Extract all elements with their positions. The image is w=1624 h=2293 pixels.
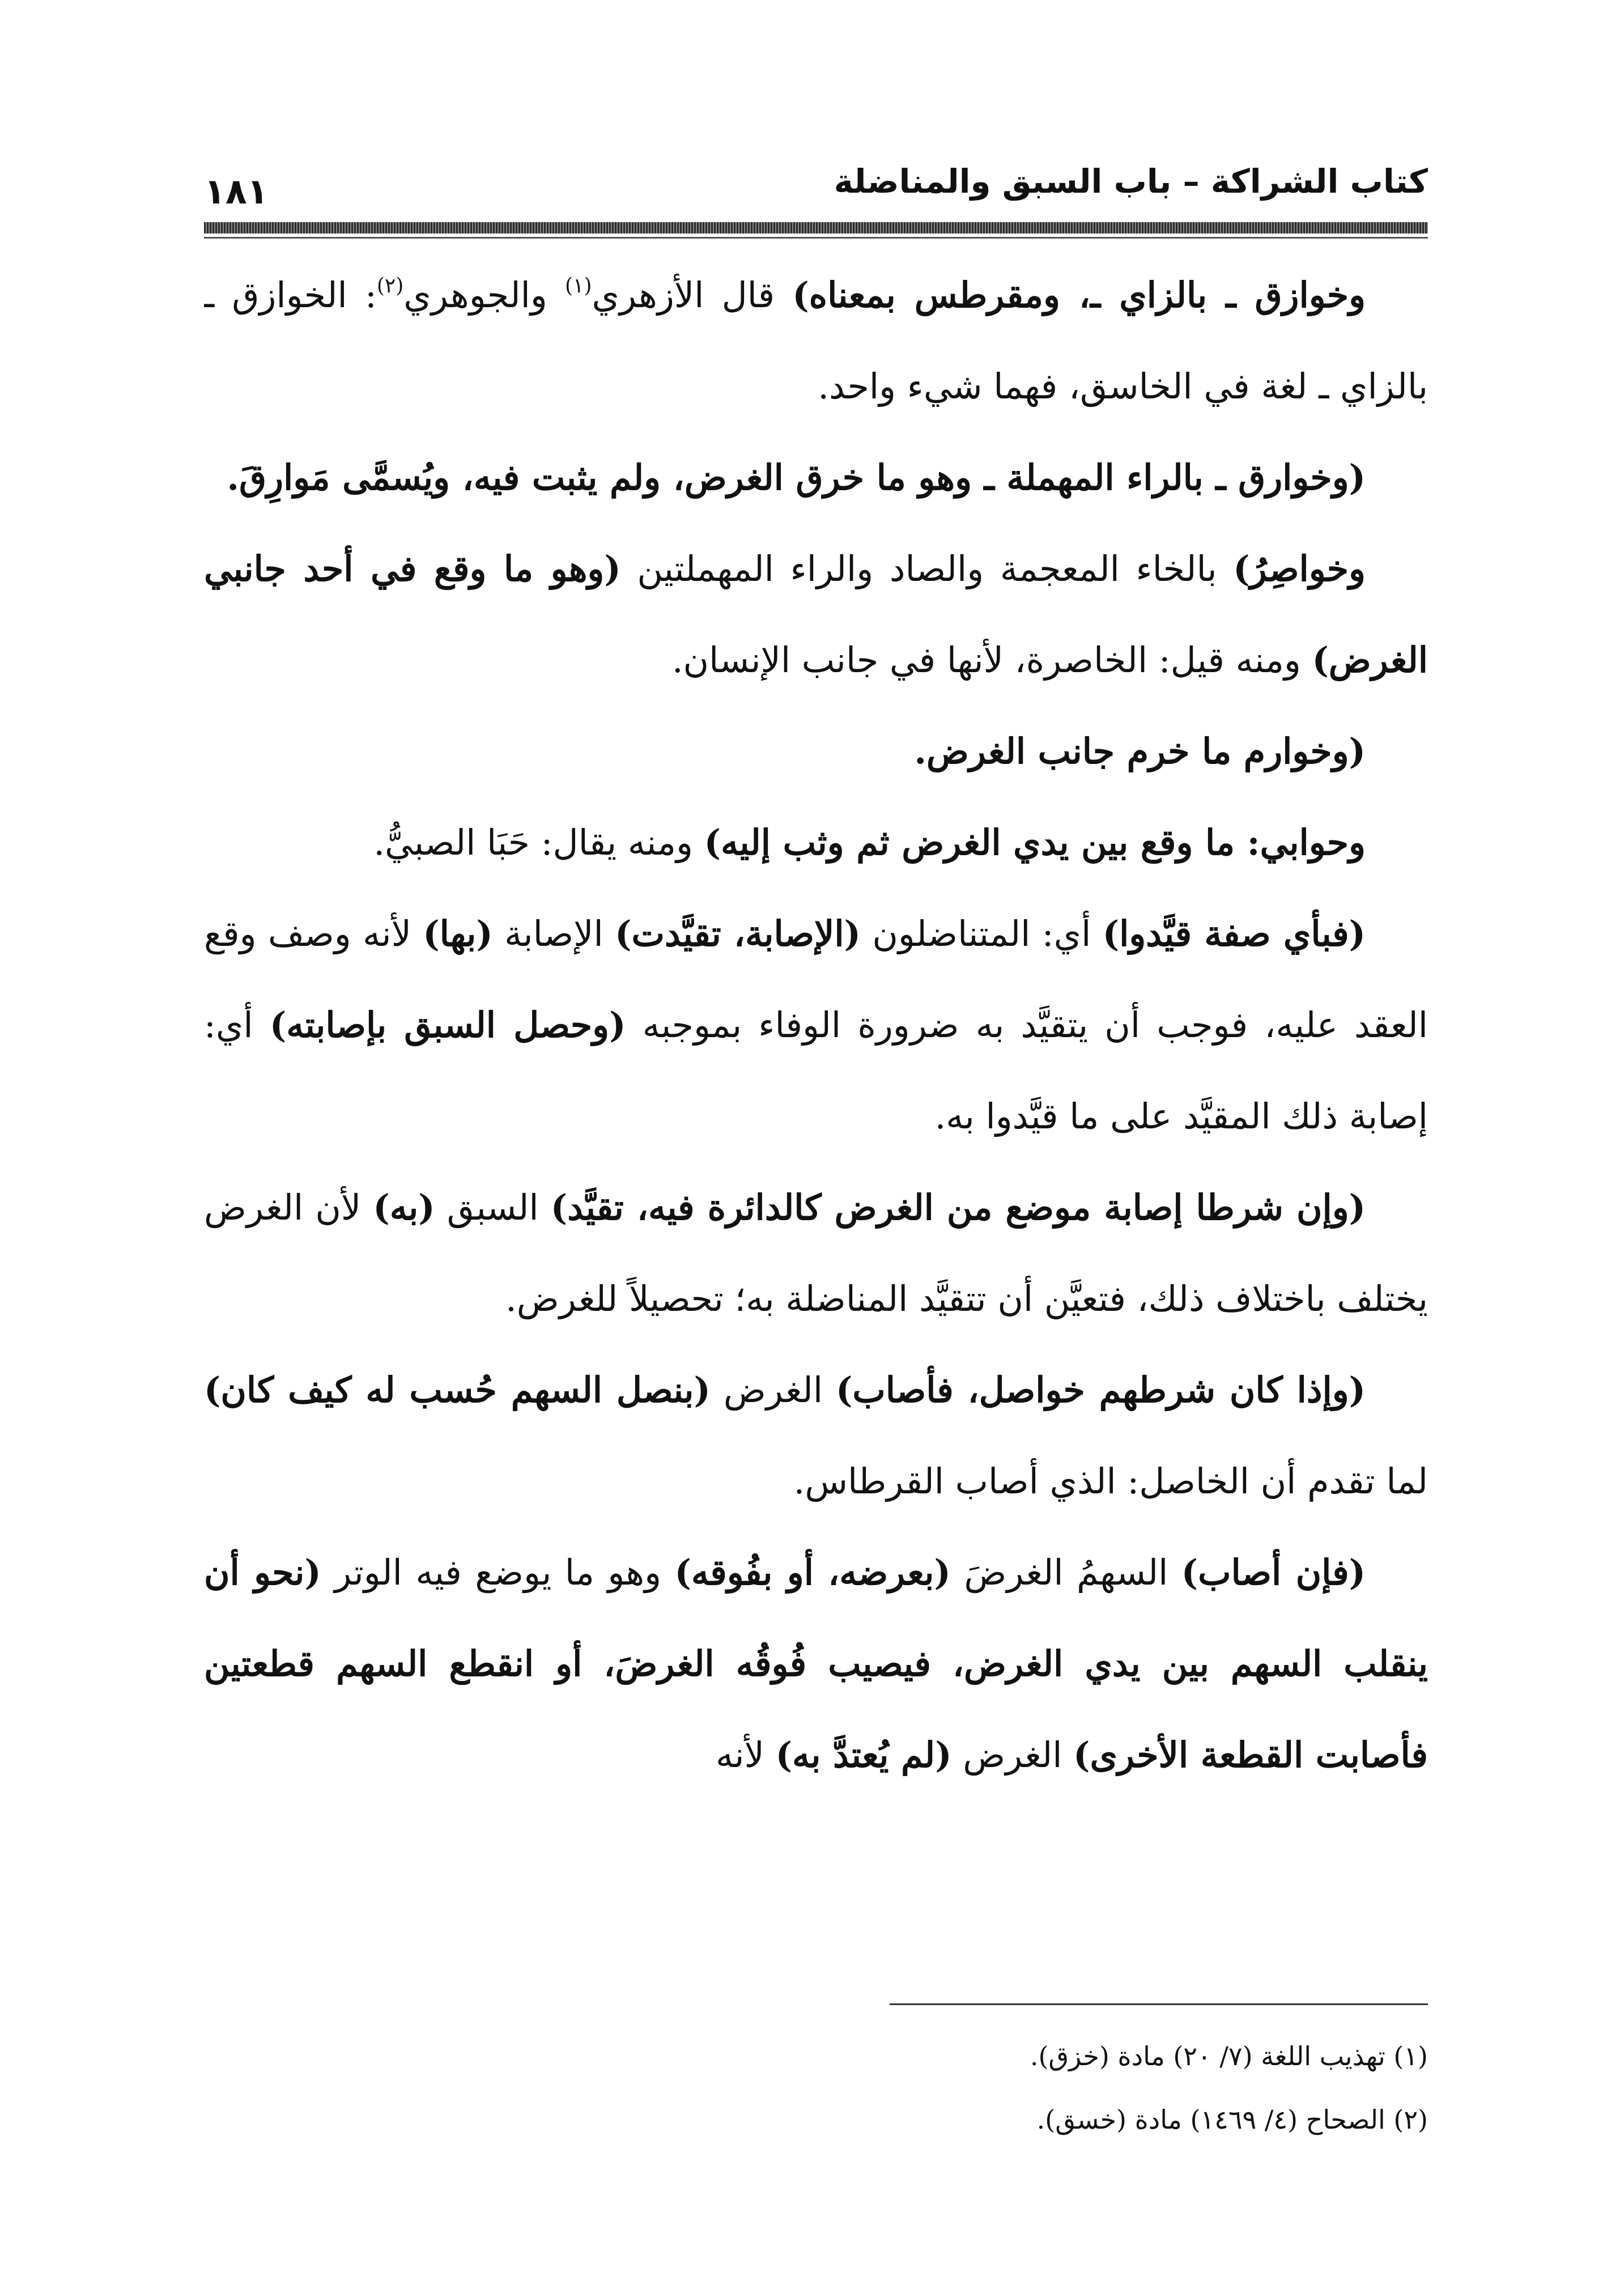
text-run: ومنه يقال: حَبَا الصبيُّ. <box>373 822 704 863</box>
bold-text-run: (فبأي صفة قيَّدوا) <box>1102 913 1366 954</box>
text-run: لأن الغرض يختلف باختلاف ذلك، فتعيَّن أن تتقيَّد المناضلة به؛ تحصيلاً للغرض. <box>204 1187 1428 1319</box>
bold-text-run: (وحصل السبق بإصابته) <box>269 1004 626 1046</box>
running-header <box>204 153 1428 215</box>
text-run: بالخاء المعجمة والصاد والراء المهملتين <box>620 548 1234 589</box>
paragraph <box>204 432 1428 523</box>
footnote-reference: (٢) <box>376 274 404 298</box>
text-run: الغرض <box>710 1369 836 1411</box>
bold-text-run: (بعرضه، أو بفُوقه) <box>674 1552 951 1593</box>
paragraph <box>204 1344 1428 1527</box>
footnote-reference: (١) <box>565 274 592 298</box>
bold-text-run: وخوازق ـ بالزاي ـ، ومقرطس بمعناه) <box>792 274 1366 316</box>
text-run: لما تقدم أن الخاصل: الذي أصاب القرطاس. <box>793 1460 1428 1502</box>
paragraph <box>204 1162 1428 1344</box>
paragraph <box>204 249 1428 432</box>
bold-text-run: (فإن أصاب) <box>1181 1552 1366 1593</box>
bold-text-run: (وخوارق ـ بالراء المهملة ـ وهو ما خرق الغرض، ولم يثبت فيه، ويُسمَّى مَوارِقَ. <box>227 457 1366 498</box>
text-run: ومنه قيل: الخاصرة، لأنها في جانب الإنسان. <box>671 639 1312 681</box>
bold-text-run: (نحو أن ينقلب السهم بين يدي الغرض، فيصيب فُوقُه الغرضَ، أو انقطع السهم قطعتين فأصابت القطعة الأخرى) <box>204 1552 1428 1776</box>
paragraph <box>204 523 1428 706</box>
text-run: السبق <box>435 1187 551 1228</box>
bold-text-run: (الإصابة، تقيَّدت) <box>615 913 861 954</box>
header-ornamental-rule <box>204 222 1428 233</box>
bold-text-run: وخواصِرُ) <box>1233 548 1366 589</box>
bold-text-run: وحوابي: ما وقع بين يدي الغرض ثم وثب إليه) <box>704 822 1366 863</box>
text-run: الغرض <box>951 1734 1074 1776</box>
text-run: السهمُ الغرضَ <box>950 1552 1181 1593</box>
text-run: أي: المتناضلون <box>860 913 1103 954</box>
text-run: لأنه <box>716 1734 776 1776</box>
footnote-separator <box>890 2003 1428 2005</box>
header-thin-rule <box>204 237 1428 239</box>
paragraph <box>204 888 1428 1162</box>
text-run: لأنه وصف وقع العقد عليه، فوجب أن يتقيَّد به ضرورة الوفاء بموجبه <box>204 913 1428 1046</box>
text-run: وهو ما يوضع فيه الوتر <box>321 1552 675 1593</box>
bold-text-run: (بنصل السهم حُسب له كيف كان) <box>204 1369 711 1411</box>
paragraph <box>204 1527 1428 1801</box>
bold-text-run: (وإن شرطا إصابة موضع من الغرض كالدائرة فيه، تقيَّد) <box>550 1187 1366 1228</box>
paragraph <box>204 706 1428 797</box>
text-run: : الخوازق ـ بالزاي ـ لغة في الخاسق، فهما شيء واحد. <box>204 274 1428 407</box>
footnote: (٢) الصحاح (٤/ ١٤٦٩) مادة (خسق). <box>1036 2104 1428 2135</box>
bold-text-run: (به) <box>373 1187 435 1228</box>
main-text <box>204 249 1428 1995</box>
footnote: (١) تهذيب اللغة (٧/ ٢٠) مادة (خزق). <box>1030 2041 1428 2071</box>
bold-text-run: (لم يُعتدَّ به) <box>775 1734 952 1776</box>
bold-text-run: (وخوارم ما خرم جانب الغرض. <box>914 731 1366 772</box>
text-run: والجوهري <box>403 274 565 316</box>
text-run: الإصابة <box>492 913 615 954</box>
bold-text-run: (بها) <box>423 913 493 954</box>
bold-text-run: (وهو ما وقع في أحد جانبي الغرض) <box>204 548 1428 681</box>
running-title: كتاب الشراكة – باب السبق والمناضلة <box>834 162 1428 201</box>
footnotes <box>204 2024 1428 2151</box>
page-number: ١٨١ <box>204 171 269 212</box>
paragraph <box>204 797 1428 888</box>
text-run: قال الأزهري <box>592 274 793 316</box>
bold-text-run: (وإذا كان شرطهم خواصل، فأصاب) <box>836 1369 1366 1411</box>
text-run: أي: إصابة ذلك المقيَّد على ما قيَّدوا به. <box>204 1004 1428 1137</box>
